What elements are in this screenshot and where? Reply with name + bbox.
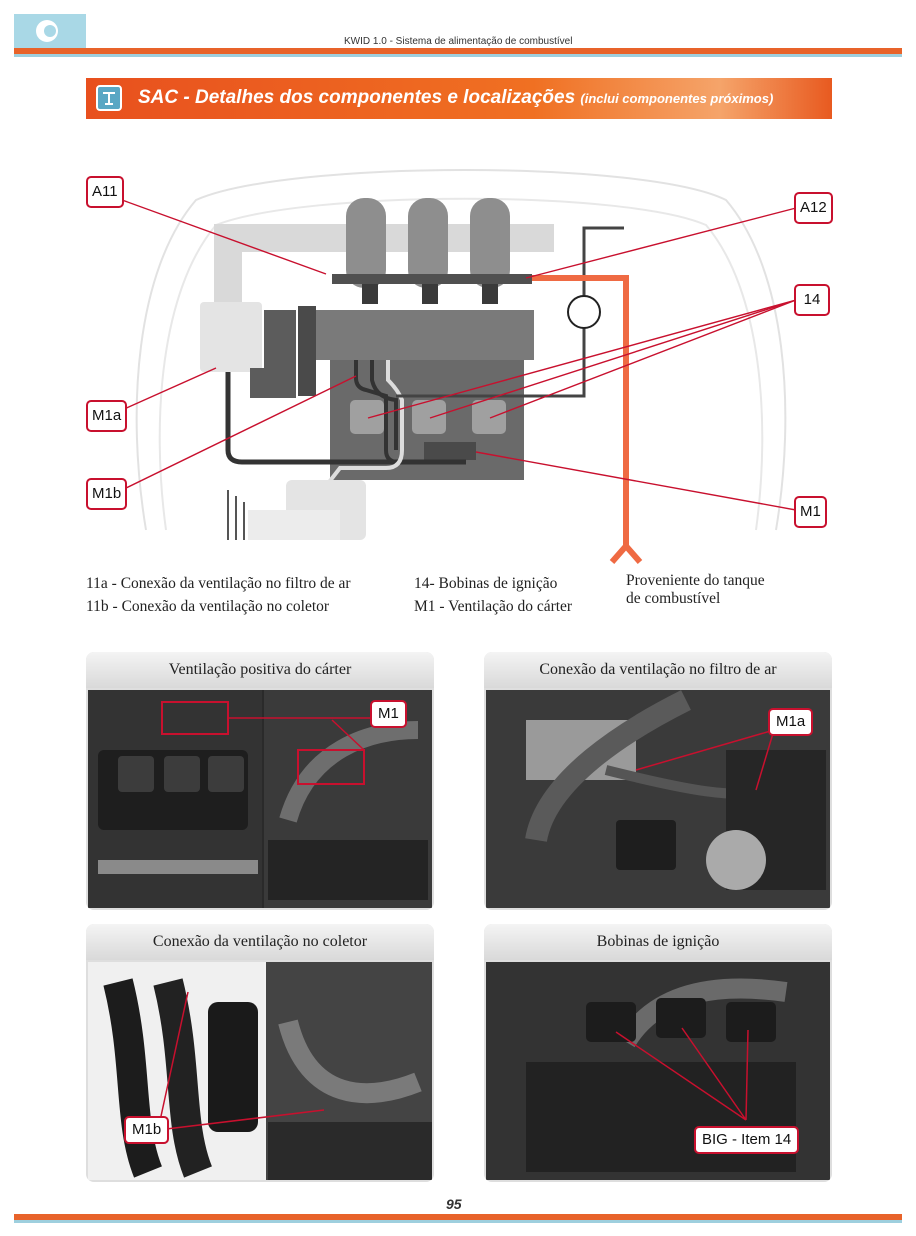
engine-diagram [86,150,832,570]
photo-label-m1: M1 [370,700,407,728]
callout-m1: M1 [794,496,827,528]
engine-photo [88,962,432,1180]
photo-card-ignition-coils [484,924,832,1182]
callout-m1b: M1b [86,478,127,510]
section-title [138,87,773,109]
section-subtitle: (inclui componentes próximos) [580,91,774,106]
legend-item-14: 14- Bobinas de ignição [414,575,558,592]
footer-blue-rule [14,1220,902,1223]
photo-label-big-item-14: BIG - Item 14 [694,1126,799,1154]
callout-a11: A11 [86,176,124,208]
page-number: 95 [446,1196,462,1212]
photo-card-air-filter [484,652,832,910]
callout-14: 14 [794,284,830,316]
legend-fuel-line-1: Proveniente do tanque [626,572,765,589]
legend-fuel-source [626,572,765,608]
photo-card-manifold [86,924,434,1182]
legend-item-m1: M1 - Ventilação do cárter [414,598,573,615]
engine-photo [486,962,830,1180]
document-title: KWID 1.0 - Sistema de alimentação de combustível [344,36,573,47]
photo-label-m1b: M1b [124,1116,169,1144]
callout-m1a: M1a [86,400,127,432]
engine-illustration [86,150,832,570]
legend-fuel-line-2: de combustível [626,590,721,607]
photo-caption: Bobinas de ignição [484,924,832,960]
legend-item-11a: 11a - Conexão da ventilação no filtro de ar [86,575,351,592]
photo-caption: Ventilação positiva do cárter [86,652,434,688]
engine-photo [486,690,830,908]
header-blue-rule [14,54,902,57]
page-header [14,14,902,54]
section-title-text: SAC - Detalhes dos componentes e localizações [138,87,576,108]
engine-photo [88,690,432,908]
photo-caption: Conexão da ventilação no coletor [86,924,434,960]
legend-left [86,572,351,618]
legend-middle [414,572,572,618]
tool-icon [96,85,122,111]
engine-photo-image [88,962,432,1180]
legend-item-11b: 11b - Conexão da ventilação no coletor [86,598,330,615]
logo-c-icon [36,20,58,42]
brand-logo [14,14,86,48]
section-banner [86,78,832,119]
photo-label-m1a: M1a [768,708,813,736]
photo-card-pcv [86,652,434,910]
callout-a12: A12 [794,192,833,224]
photo-caption: Conexão da ventilação no filtro de ar [484,652,832,688]
